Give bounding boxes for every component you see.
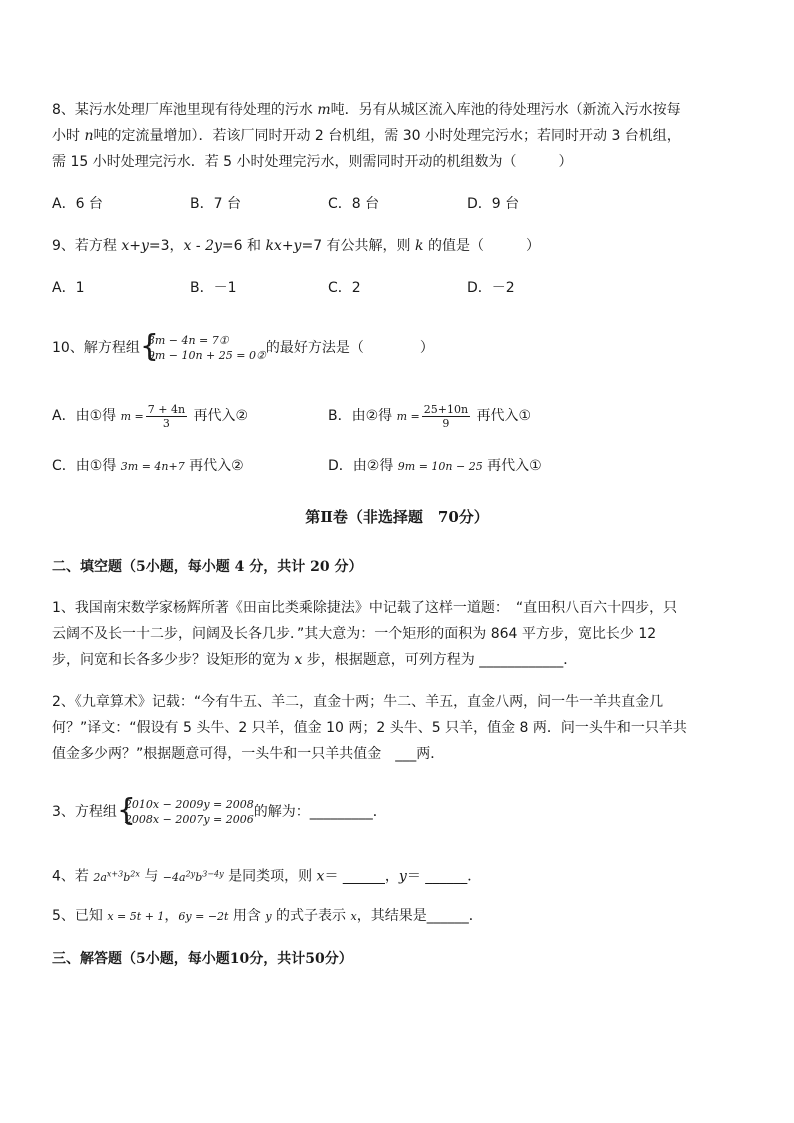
q8-line-1: 8、某污水处理厂库池里现有待处理的污水 m吨．另有从城区流入库池的待处理污水（新流入污水按每 <box>52 102 681 118</box>
fill2-line-3: 值金多少两？”根据题意可得，一头牛和一只羊共值金 ___两． <box>52 746 445 762</box>
q8-var-m: m <box>317 102 331 118</box>
q10-option-d: D．由②得 9m = 10n − 25 再代入① <box>328 458 542 474</box>
q8-option-c: C．8 台 <box>328 196 380 212</box>
q10-stem: 10、解方程组 { 3m − 4n = 7① 9m − 10n + 25 = 0② 的最好方法是（ ） <box>52 329 434 364</box>
fill3-stem: 3、方程组 { 2010x − 2009y = 2008 2008x − 2007y = 2006 的解为：_________． <box>52 793 387 828</box>
fill2-line-1: 2、《九章算术》记载：“今有牛五、羊二，直金十两；牛二、羊五，直金八两，问一牛一羊共直金几 <box>52 694 664 710</box>
section3-heading: 三、解答题（5小题，每小题10分，共计50分） <box>52 951 353 967</box>
fill3-equation-system: { 2010x − 2009y = 2008 2008x − 2007y = 2006 <box>116 793 254 828</box>
q8-line-3: 需 15 小时处理完污水．若 5 小时处理完污水，则需同时开动的机组数为（ ） <box>52 154 573 170</box>
section2-heading: 二、填空题（5小题，每小题 4 分，共计 20 分） <box>52 559 363 575</box>
q10-option-c: C．由①得 3m = 4n+7 再代入② <box>52 458 244 474</box>
part2-title: 第Ⅱ卷（非选择题 70分） <box>305 508 489 526</box>
fill5-stem: 5、已知 x = 5t + 1，6y = −2t 用含 y 的式子表示 x，其结果是______． <box>52 908 483 924</box>
q9-option-a: A．1 <box>52 280 85 296</box>
fill2-line-2: 何？”译文：“假设有 5 头牛、2 只羊，值金 10 两；2 头牛、5 只羊，值金 8 两．问一头牛和一只羊共 <box>52 720 687 736</box>
q10-equation-system: { 3m − 4n = 7① 9m − 10n + 25 = 0② <box>139 329 266 364</box>
q8-option-a: A．6 台 <box>52 196 103 212</box>
fill1-line-3: 步，问宽和长各多少步？设矩形的宽为 x 步，根据题意，可列方程为 ____________． <box>52 652 578 668</box>
fill1-line-2: 云阔不及长一十二步，问阔及长各几步．”其大意为：一个矩形的面积为 864 平方步，宽比长少 12 <box>52 626 657 642</box>
q9-option-c: C．2 <box>328 280 361 296</box>
q8-line-2: 小时 n吨的定流量增加）．若该厂同时开动 2 台机组，需 30 小时处理完污水；若同时开动 3 台机组， <box>52 128 681 144</box>
q8-var-n: n <box>84 128 94 144</box>
q8-option-b: B．7 台 <box>190 196 241 212</box>
q9-option-d: D．－2 <box>467 280 515 296</box>
q10-option-b: B．由②得 m = $\frac{25+10n}{9}$ 再代入① <box>328 402 532 430</box>
q9-option-b: B．－1 <box>190 280 237 296</box>
q8-option-d: D．9 台 <box>467 196 520 212</box>
q9-stem: 9、若方程 x+y=3，x - 2y=6 和 kx+y=7 有公共解，则 k 的值是（ ） <box>52 238 540 254</box>
fill1-line-1: 1、我国南宋数学家杨辉所著《田亩比类乘除捷法》中记载了这样一道题： “直田积八百六十四步，只 <box>52 600 678 616</box>
fill4-stem: 4、若 $2a^{x+3}b^{2x}$ 与 $-4a^{2y}b^{3-4y}$ 是同类项，则 x＝ ______，y＝ ______． <box>52 868 482 885</box>
q10-option-a: A．由①得 m = $\frac{7 + 4n}{3}$ 再代入② <box>52 402 249 430</box>
